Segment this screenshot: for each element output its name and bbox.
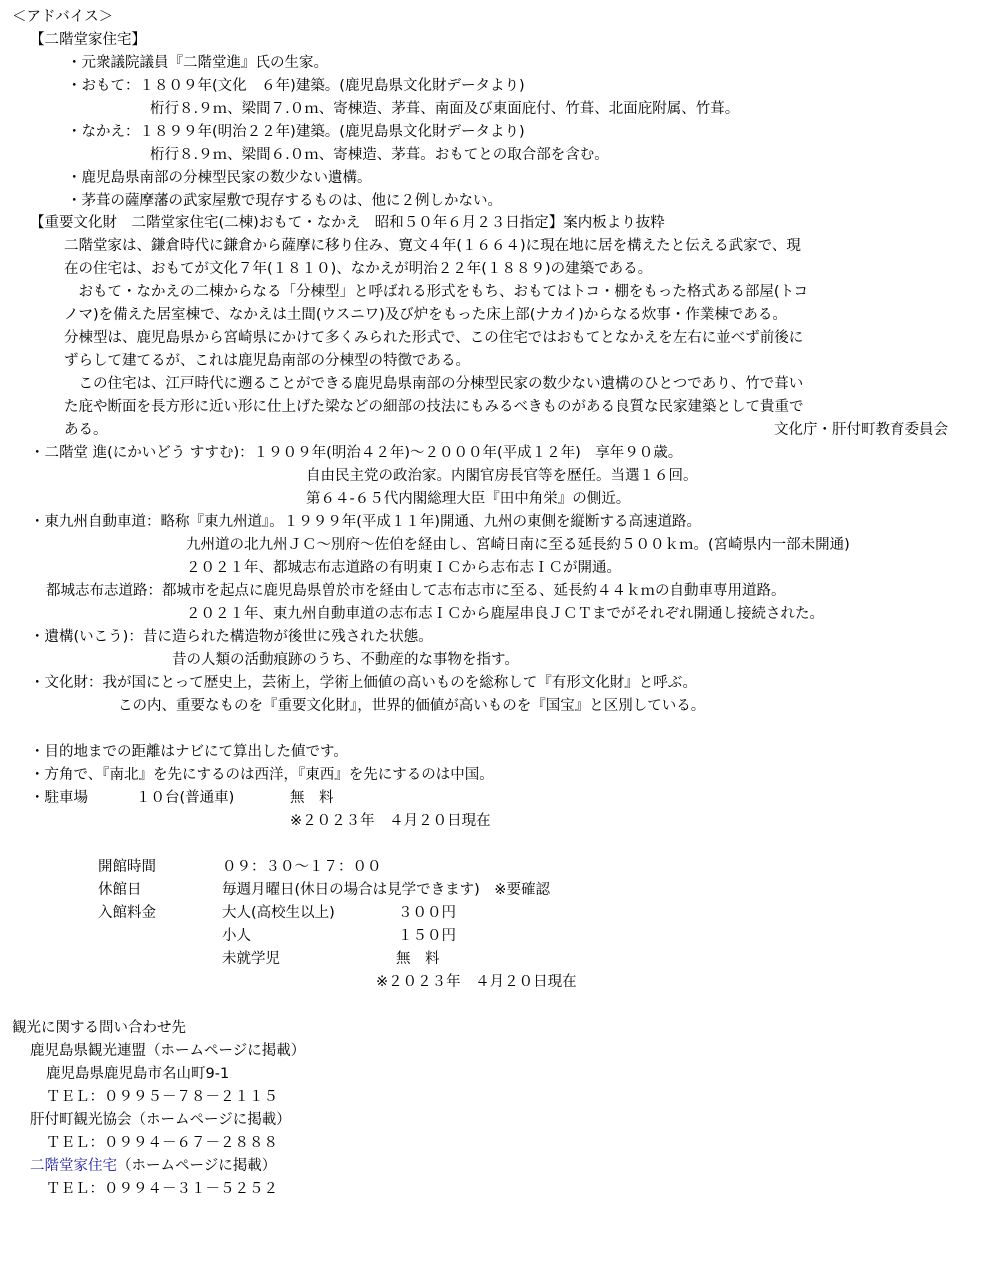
house-item: ・茅葺の薩摩藩の武家屋敷で現存するものは、他に２例しかない。 xyxy=(67,193,502,209)
sign-line: 在の住宅は、おもてが文化７年(１８１０)、なかえが明治２２年(１８８９)の建築である。 xyxy=(64,261,653,277)
house-item: ・元衆議院議員『二階堂進』氏の生家。 xyxy=(67,55,328,71)
house-item: ・鹿児島県南部の分棟型民家の数少ない遺構。 xyxy=(67,170,372,186)
contacts-heading: 観光に関する問い合わせ先 xyxy=(12,1020,186,1036)
parking-fee: 無 料 xyxy=(290,790,334,806)
sign-line: 二階堂家は、鎌倉時代に鎌倉から薩摩に移り住み、寛文４年(１６６４)に現在地に居を構えたと伝える武家で、現 xyxy=(64,238,801,254)
house-item-detail: 桁行８.９ｍ、梁間６.０ｍ、寄棟造、茅葺。おもてとの取合部を含む。 xyxy=(150,147,609,163)
hours-date: ※２０２３年 ４月２０日現在 xyxy=(376,974,577,990)
sign-line: 分棟型は、鹿児島県から宮崎県にかけて多くみられた形式で、この住宅ではおもてとなかえを左右に並べず前後に xyxy=(64,330,804,346)
sign-title: 【重要文化財 二階堂家住宅(二棟)おもて・なかえ 昭和５０年６月２３日指定】案内板より抜粋 xyxy=(30,215,665,231)
sign-line: この住宅は、江戸時代に遡ることができる鹿児島県南部の分棟型民家の数少ない遺構のひとつであり、竹で葺い xyxy=(64,376,804,392)
expressway-line: ・東九州自動車道：略称『東九州道』。１９９９年(平成１１年)開通、九州の東側を縦断する高速道路。 xyxy=(30,514,702,530)
bunkazai-line: ・文化財：我が国にとって歴史上，芸術上，学術上価値の高いものを総称して『有形文化財』と呼ぶ。 xyxy=(30,675,697,691)
contact-org: 肝付町観光協会（ホームページに掲載） xyxy=(30,1112,291,1128)
sign-credit: 文化庁・肝付町教育委員会 xyxy=(774,422,948,438)
house-title: 【二階堂家住宅】 xyxy=(30,32,146,48)
miyakonojo-line: 都城志布志道路：都城市を起点に鹿児島県曽於市を経由して志布志市に至る、延長約４４ｋｍの自動車専用道路。 xyxy=(46,583,786,599)
contact-org-suffix: （ホームページに掲載） xyxy=(117,1158,277,1174)
expressway-line: ２０２１年、都城志布志道路の有明東ＩＣから志布志ＩＣが開通。 xyxy=(186,560,621,576)
fee-price: ３００円 xyxy=(398,905,456,921)
contact-address: 鹿児島県鹿児島市名山町9-1 xyxy=(46,1066,230,1082)
house-item: ・なかえ：１８９９年(明治２２年)建築。(鹿児島県文化財データより) xyxy=(67,124,525,140)
expressway-line: 九州道の北九州ＪＣ～別府～佐伯を経由し、宮崎日南に至る延長約５００ｋｍ。(宮崎県内一部未開通) xyxy=(186,537,850,553)
contact-tel: ＴＥＬ：０９９４－６７－２８８８ xyxy=(46,1135,278,1151)
direction-note: ・方角で、『南北』を先にするのは西洋，『東西』を先にするのは中国。 xyxy=(30,767,494,783)
open-value: ０９：３０～１７：００ xyxy=(222,859,382,875)
fee-price: １５０円 xyxy=(398,928,456,944)
sign-line: た庇や断面を長方形に近い形に仕上げた梁などの細部の技法にもみるべきものがある良質な民家建築として貴重で xyxy=(64,399,804,415)
parking-date: ※２０２３年 ４月２０日現在 xyxy=(290,813,491,829)
fee-price: 無 料 xyxy=(396,951,440,967)
house-item-detail: 桁行８.９ｍ、梁間７.０ｍ、寄棟造、茅葺、南面及び東面庇付、竹葺、北面庇附属、竹葺。 xyxy=(150,101,740,117)
closed-value: 毎週月曜日(休日の場合は見学できます) ※要確認 xyxy=(222,882,550,898)
nikaido-line: ・二階堂 進(にかいどう すすむ)：１９０９年(明治４２年)～２０００年(平成１２年) 享年９０歳。 xyxy=(30,445,683,461)
open-label: 開館時間 xyxy=(98,859,156,875)
fee-label: 入館料金 xyxy=(98,905,156,921)
nikaido-house-link[interactable]: 二階堂家住宅 xyxy=(30,1158,117,1174)
contact-org: 鹿児島県観光連盟（ホームページに掲載） xyxy=(30,1043,306,1059)
house-item: ・おもて：１８０９年(文化 ６年)建築。(鹿児島県文化財データより) xyxy=(67,78,525,94)
sign-line: ノマ)を備えた居室棟で、なかえは土間(ウスニワ)及び炉をもった床上部(ナカイ)からなる炊事・作業棟である。 xyxy=(64,307,787,323)
nikaido-line: 第６４-６５代内閣総理大臣『田中角栄』の側近。 xyxy=(306,491,631,507)
iko-line: 昔の人類の活動痕跡のうち、不動産的な事物を指す。 xyxy=(172,652,519,668)
sign-line: ある。 xyxy=(64,422,108,438)
contact-tel: ＴＥＬ：０９９４－３１－５２５２ xyxy=(46,1181,278,1197)
fee-who: 未就学児 xyxy=(222,951,280,967)
parking-count: １０台(普通車) xyxy=(136,790,235,806)
sign-line: ずらして建てるが、これは鹿児島南部の分棟型の特徴である。 xyxy=(64,353,470,369)
fee-who: 大人(高校生以上) xyxy=(222,905,335,921)
parking-label: ・駐車場 xyxy=(30,790,88,806)
bunkazai-line: この内、重要なものを『重要文化財』，世界的価値が高いものを『国宝』と区別している。 xyxy=(118,698,706,714)
advice-heading: ＜アドバイス＞ xyxy=(12,9,114,25)
sign-line: おもて・なかえの二棟からなる「分棟型」と呼ばれる形式をもち、おもてはトコ・棚をもった格式ある部屋(トコ xyxy=(64,284,808,300)
distance-note: ・目的地までの距離はナビにて算出した値です。 xyxy=(30,744,348,760)
nikaido-line: 自由民主党の政治家。内閣官房長官等を歴任。当選１６回。 xyxy=(306,468,698,484)
closed-label: 休館日 xyxy=(98,882,142,898)
miyakonojo-line: ２０２１年、東九州自動車道の志布志ＩＣから鹿屋串良ＪＣＴまでがそれぞれ開通し接続された。 xyxy=(186,606,824,622)
contact-org-row xyxy=(30,1155,276,1177)
contact-tel: ＴＥＬ：０９９５－７８－２１１５ xyxy=(46,1089,278,1105)
fee-who: 小人 xyxy=(222,928,251,944)
iko-line: ・遺構(いこう)：昔に造られた構造物が後世に残された状態。 xyxy=(30,629,433,645)
